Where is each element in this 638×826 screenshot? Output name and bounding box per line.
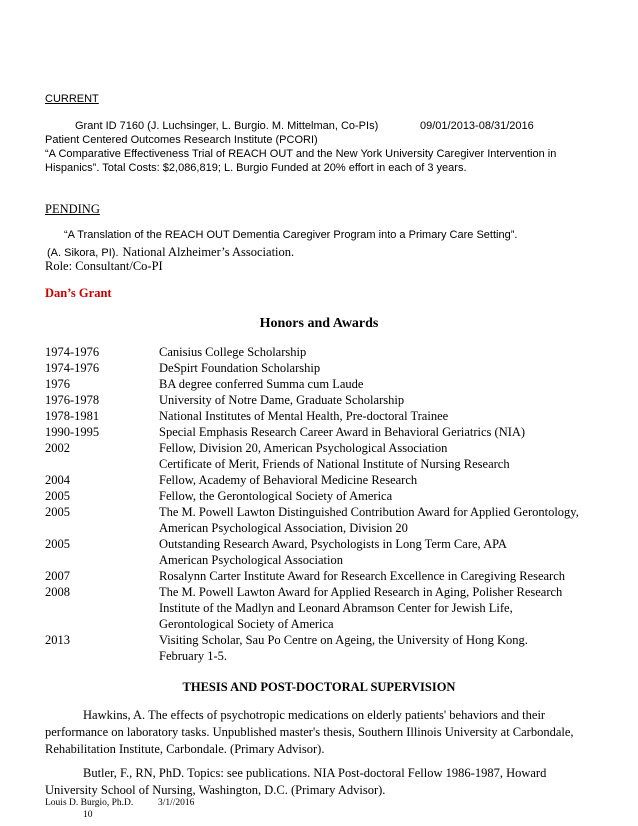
thesis-p1-line2: performance on laboratory tasks. Unpublished master's thesis, Southern Illinois University at Carbondale, xyxy=(45,725,574,739)
honor-year: 1990-1995 xyxy=(45,425,100,439)
honor-desc: The M. Powell Lawton Distinguished Contribution Award for Applied Gerontology, xyxy=(159,505,579,519)
honor-row xyxy=(45,393,605,409)
honor-row xyxy=(45,345,605,361)
current-heading: CURRENT xyxy=(45,93,99,105)
honor-year: 2013 xyxy=(45,633,70,647)
honor-year: 2005 xyxy=(45,537,70,551)
honor-year: 2005 xyxy=(45,489,70,503)
current-grant-line: Grant ID 7160 (J. Luchsinger, L. Burgio. M. Mittelman, Co-PIs) xyxy=(75,120,379,132)
honor-desc: Fellow, Division 20, American Psychological Association xyxy=(159,441,448,455)
pending-role: Role: Consultant/Co-PI xyxy=(45,259,163,273)
current-title-line1: “A Comparative Effectiveness Trial of REACH OUT and the New York University Caregiver Intervention in xyxy=(45,148,557,160)
honor-row xyxy=(45,617,605,633)
thesis-p2-line2: University School of Nursing, Washington, D.C. (Primary Advisor). xyxy=(45,783,386,797)
honor-row xyxy=(45,425,605,441)
honor-year: 2008 xyxy=(45,585,70,599)
honor-desc: Certificate of Merit, Friends of National Institute of Nursing Research xyxy=(159,457,510,471)
pending-funder: National Alzheimer’s Association. xyxy=(122,245,295,259)
honor-row xyxy=(45,601,605,617)
footer-date: 3/1//2016 xyxy=(158,798,195,808)
honor-desc: DeSpirt Foundation Scholarship xyxy=(159,361,321,375)
honor-year: 2002 xyxy=(45,441,70,455)
honor-row xyxy=(45,553,605,569)
pending-title: “A Translation of the REACH OUT Dementia Caregiver Program into a Primary Care Setting”. xyxy=(64,229,518,241)
honor-row xyxy=(45,537,605,553)
honor-desc: Fellow, the Gerontological Society of America xyxy=(159,489,393,503)
honor-desc: BA degree conferred Summa cum Laude xyxy=(159,377,364,391)
current-title-line2: Hispanics”. Total Costs: $2,086,819; L. Burgio Funded at 20% effort in each of 3 years. xyxy=(45,162,467,174)
honor-row xyxy=(45,521,605,537)
honor-desc: February 1-5. xyxy=(159,649,228,663)
honor-row xyxy=(45,585,605,601)
honor-row xyxy=(45,649,605,665)
honor-year: 2005 xyxy=(45,505,70,519)
honors-title: Honors and Awards xyxy=(259,316,379,331)
thesis-title: THESIS AND POST-DOCTORAL SUPERVISION xyxy=(182,680,456,694)
honor-year: 1976 xyxy=(45,377,70,391)
honor-row xyxy=(45,409,605,425)
honor-year: 2004 xyxy=(45,473,70,487)
honor-desc: Institute of the Madlyn and Leonard Abramson Center for Jewish Life, xyxy=(159,601,513,615)
honor-row xyxy=(45,361,605,377)
honor-desc: Visiting Scholar, Sau Po Centre on Ageing, the University of Hong Kong. xyxy=(159,633,528,647)
thesis-p1-line3: Rehabilitation Institute, Carbondale. (Primary Advisor). xyxy=(45,742,325,756)
honor-row xyxy=(45,505,605,521)
thesis-paragraph-1 xyxy=(45,707,595,758)
honor-year: 1976-1978 xyxy=(45,393,100,407)
honor-row xyxy=(45,489,605,505)
honor-year: 1978-1981 xyxy=(45,409,100,423)
thesis-p1-line1: Hawkins, A. The effects of psychotropic medications on elderly patients' behaviors and their xyxy=(83,708,546,722)
footer-author: Louis D. Burgio, Ph.D. xyxy=(45,798,134,808)
honor-row xyxy=(45,633,605,649)
thesis-p2-line1: Butler, F., RN, PhD. Topics: see publications. NIA Post-doctoral Fellow 1986-1987, Howard xyxy=(83,766,547,780)
honor-year: 1974-1976 xyxy=(45,361,100,375)
thesis-paragraph-2 xyxy=(45,765,595,799)
honor-desc: Canisius College Scholarship xyxy=(159,345,307,359)
honor-desc: Outstanding Research Award, Psychologists in Long Term Care, APA xyxy=(159,537,507,551)
honor-row xyxy=(45,473,605,489)
honor-desc: Special Emphasis Research Career Award in Behavioral Geriatrics (NIA) xyxy=(159,425,526,439)
honor-year: 2007 xyxy=(45,569,70,583)
honor-desc: University of Notre Dame, Graduate Scholarship xyxy=(159,393,405,407)
honor-row xyxy=(45,441,605,457)
pending-note: Dan’s Grant xyxy=(45,286,112,300)
pending-heading: PENDING xyxy=(45,202,100,216)
current-grant-dates: 09/01/2013-08/31/2016 xyxy=(420,120,534,132)
honor-row xyxy=(45,377,605,393)
honor-desc: Rosalynn Carter Institute Award for Research Excellence in Caregiving Research xyxy=(159,569,565,583)
honor-desc: American Psychological Association, Division 20 xyxy=(159,521,408,535)
honor-desc: American Psychological Association xyxy=(159,553,343,567)
honor-desc: The M. Powell Lawton Award for Applied Research in Aging, Polisher Research xyxy=(159,585,563,599)
honor-row xyxy=(45,569,605,585)
footer-page-number: 10 xyxy=(83,810,93,820)
current-funder: Patient Centered Outcomes Research Institute (PCORI) xyxy=(45,134,318,146)
honor-year: 1974-1976 xyxy=(45,345,100,359)
honor-desc: Gerontological Society of America xyxy=(159,617,334,631)
honor-row xyxy=(45,457,605,473)
honor-desc: National Institutes of Mental Health, Pre-doctoral Trainee xyxy=(159,409,449,423)
pending-pi: (A. Sikora, PI). xyxy=(47,247,119,259)
honor-desc: Fellow, Academy of Behavioral Medicine Research xyxy=(159,473,418,487)
